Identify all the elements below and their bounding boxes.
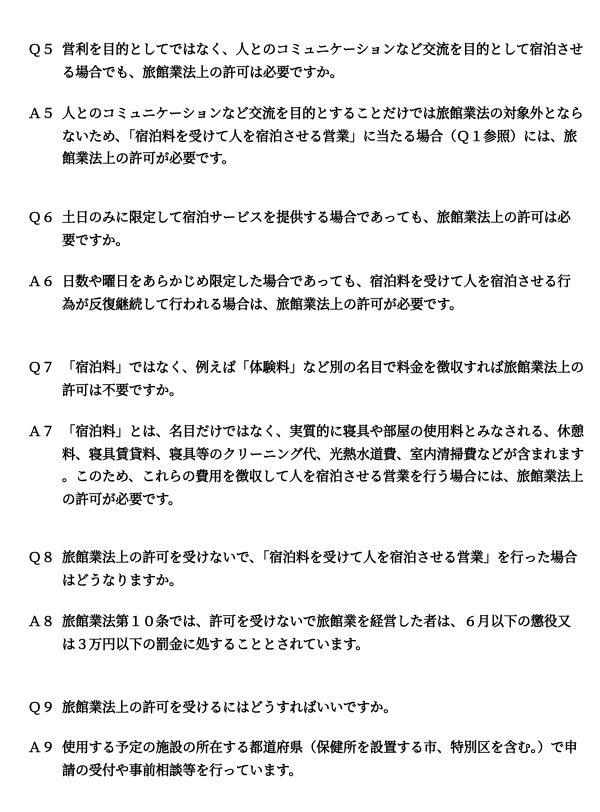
answer-5 — [28, 104, 584, 172]
answer-label: Ａ８ — [28, 615, 55, 630]
question-text: 営利を目的としてではなく、人とのコミュニケーションなど交流を目的として宿泊させる場合でも、旅館業法上の許可は必要ですか。 — [62, 43, 584, 81]
answer-label: Ａ６ — [28, 275, 55, 290]
question-text: 旅館業法上の許可を受けるにはどうすればいいですか。 — [62, 701, 397, 716]
question-5 — [28, 40, 584, 85]
question-text: 「宿泊料」ではなく、例えば「体験料」など別の名目で料金を徴収すれば旅館業法上の許可は不要ですか。 — [62, 361, 584, 399]
answer-label: Ａ９ — [28, 741, 55, 756]
question-text: 土日のみに限定して宿泊サービスを提供する場合であっても、旅館業法上の許可は必要ですか。 — [62, 211, 571, 249]
answer-text: 旅館業法第１０条では、許可を受けないで旅館業を経営した者は、６月以下の懲役又は３万円以下の罰金に処することとされています。 — [62, 615, 571, 653]
answer-8 — [28, 612, 584, 657]
question-9 — [28, 698, 584, 721]
answer-text: 人とのコミュニケーションなど交流を目的とすることだけでは旅館業法の対象外とならないため、「宿泊料を受けて人を宿泊させる営業」に当たる場合（Ｑ１参照）には、旅館業法上の許可が必要です。 — [62, 107, 584, 167]
answer-text: 使用する予定の施設の所在する都道府県（保健所を設置する市、特別区を含む。）で申請の受付や事前相談等を行っています。 — [62, 741, 578, 779]
question-7 — [28, 358, 584, 403]
answer-9 — [28, 738, 584, 783]
question-label: Ｑ８ — [28, 551, 55, 566]
answer-label: Ａ７ — [28, 425, 55, 440]
answer-text: 「宿泊料」とは、名目だけではなく、実質的に寝具や部屋の使用料とみなされる、休憩料、寝具賃貸料、寝具等のクリーニング代、光熱水道費、室内清掃費などが含まれます。このため、これらの費用を徴収して人を宿泊させる営業を行う場合には、旅館業法上の許可が必要です。 — [62, 425, 584, 508]
question-label: Ｑ７ — [28, 361, 55, 376]
question-8 — [28, 548, 584, 593]
question-label: Ｑ９ — [28, 701, 55, 716]
answer-label: Ａ５ — [28, 107, 55, 122]
question-text: 旅館業法上の許可を受けないで、「宿泊料を受けて人を宿泊させる営業」を行った場合はどうなりますか。 — [62, 551, 578, 589]
question-6 — [28, 208, 584, 253]
answer-6 — [28, 272, 584, 317]
question-label: Ｑ６ — [28, 211, 55, 226]
question-label: Ｑ５ — [28, 43, 55, 58]
answer-text: 日数や曜日をあらかじめ限定した場合であっても、宿泊料を受けて人を宿泊させる行為が反復継続して行われる場合は、旅館業法上の許可が必要です。 — [62, 275, 571, 313]
answer-7 — [28, 422, 584, 512]
